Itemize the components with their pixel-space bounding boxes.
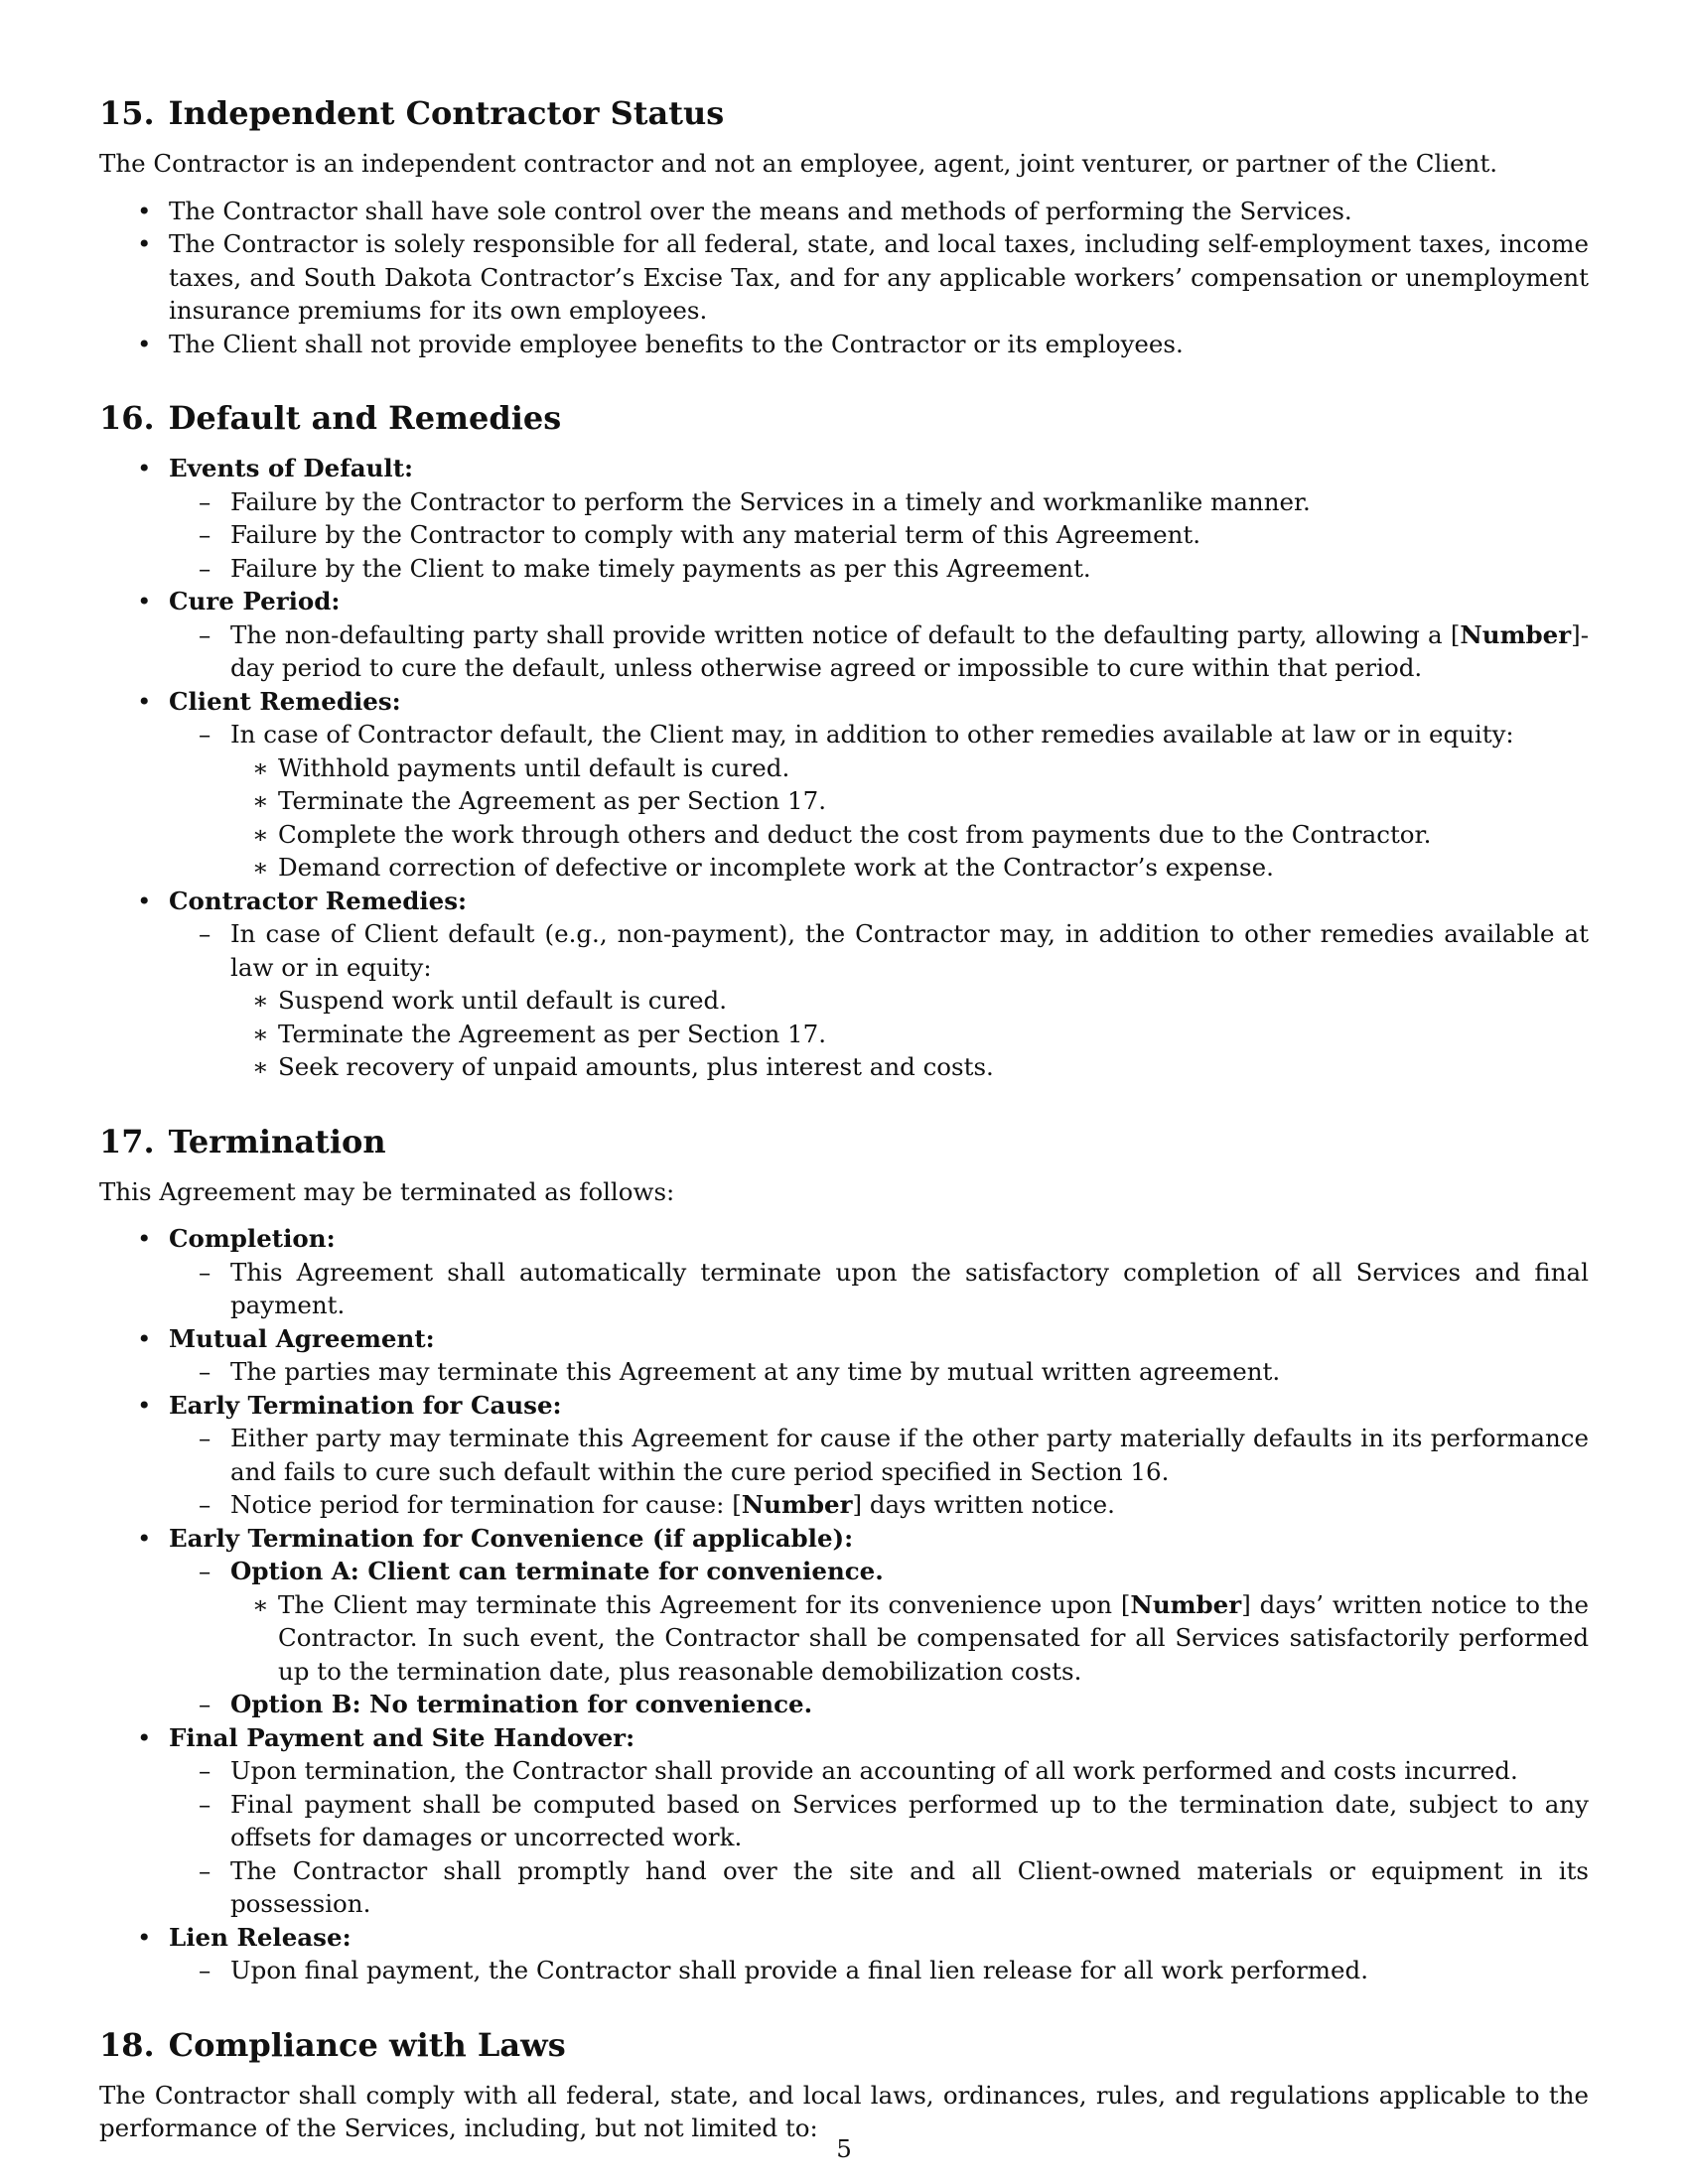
list-item: ∗ Terminate the Agreement as per Section 17. [250, 1018, 1589, 1051]
list-item: • Final Payment and Site Handover: – Upon termination, the Contractor shall provide an accounting of all work performed and costs incurred. – Final payment shall be computed based on Services performed up to the termination date, subject to any offsets for damages or uncorrected work. – The Contractor shall promptly hand over the site and all Client-owned materials or equipment in its possession. [99, 1721, 1589, 1921]
list-item: ∗ Demand correction of defective or incomplete work at the Contractor’s expense. [250, 851, 1589, 885]
list-item: • Completion: – This Agreement shall automatically terminate upon the satisfactory completion of all Services and final payment. [99, 1222, 1589, 1322]
list-item: – In case of Client default (e.g., non-payment), the Contractor may, in addition to other remedies available at law or in equity: ∗ Suspend work until default is cured. ∗ Terminate the Agreement as per Section 17. ∗ Seek recovery of unpaid amounts, plus interest and costs. [199, 917, 1589, 1084]
list-item: • Early Termination for Convenience (if applicable): – Option A: Client can terminate for convenience. ∗ The Client may terminate this Agreement for its convenience upon [Number] days’ written notice to the Contractor. In such event, the Contractor shall be compensated for all Services satisfactorily performed up to the termination date, plus reasonable demobilization costs. – Option B: No termination for convenience. [99, 1522, 1589, 1721]
page-number: 5 [836, 2134, 852, 2163]
list-item: • Events of Default: – Failure by the Contractor to perform the Services in a timely and workmanlike manner. – Failure by the Contractor to comply with any material term of this Agreement. – Failure by the Client to make timely payments as per this Agreement. [99, 452, 1589, 585]
section-heading: 15. Independent Contractor Status [99, 94, 725, 132]
list-item: – Option B: No termination for convenience. [199, 1688, 1589, 1721]
list-item: • The Client shall not provide employee benefits to the Contractor or its employees. [99, 328, 1589, 361]
list-item: ∗ Seek recovery of unpaid amounts, plus interest and costs. [250, 1050, 1589, 1084]
bullet-list [99, 195, 1589, 361]
list-item: • Cure Period: – The non-defaulting party shall provide written notice of default to the defaulting party, allowing a [Number]-day period to cure the default, unless otherwise agreed or impossible to cure within that period. [99, 585, 1589, 685]
list-item: – Upon final payment, the Contractor shall provide a final lien release for all work performed. [199, 1954, 1589, 1987]
section-18 [99, 2023, 1589, 2145]
list-item: • Lien Release: – Upon final payment, the Contractor shall provide a final lien release for all work performed. [99, 1921, 1589, 1987]
list-item: • Client Remedies: – In case of Contractor default, the Client may, in addition to other remedies available at law or in equity: ∗ Withhold payments until default is cured. ∗ Terminate the Agreement as per Section 17. ∗ Complete the work through others and deduct the cost from payments due to the Contractor. ∗ Demand correction of defective or incomplete work at the Contractor’s expense. [99, 685, 1589, 885]
list-item: – Failure by the Contractor to comply with any material term of this Agreement. [199, 518, 1589, 552]
list-item: – Notice period for termination for cause: [Number] days written notice. [199, 1488, 1589, 1522]
section-intro: The Contractor is an independent contractor and not an employee, agent, joint venturer, or partner of the Client. [99, 149, 1498, 178]
list-item: – In case of Contractor default, the Client may, in addition to other remedies available at law or in equity: ∗ Withhold payments until default is cured. ∗ Terminate the Agreement as per Section 17. ∗ Complete the work through others and deduct the cost from payments due to the Contractor. ∗ Demand correction of defective or incomplete work at the Contractor’s expense. [199, 718, 1589, 885]
list-item: – This Agreement shall automatically terminate upon the satisfactory completion of all Services and final payment. [199, 1256, 1589, 1322]
section-15 [99, 91, 1589, 360]
list-item: ∗ Withhold payments until default is cured. [250, 751, 1589, 785]
list-item: • Early Termination for Cause: – Either party may terminate this Agreement for cause if the other party materially defaults in its performance and fails to cure such default within the cure period specified in Section 16. – Notice period for termination for cause: [Number] days written notice. [99, 1389, 1589, 1522]
list-item: – Option A: Client can terminate for convenience. ∗ The Client may terminate this Agreement for its convenience upon [Number] days’ written notice to the Contractor. In such event, the Contractor shall be compensated for all Services satisfactorily performed up to the termination date, plus reasonable demobilization costs. [199, 1555, 1589, 1688]
section-heading: 16. Default and Remedies [99, 399, 562, 437]
document-page [99, 91, 1589, 2181]
list-item: ∗ Suspend work until default is cured. [250, 984, 1589, 1018]
bullet-list [99, 452, 1589, 1084]
list-item: ∗ The Client may terminate this Agreement for its convenience upon [Number] days’ written notice to the Contractor. In such event, the Contractor shall be compensated for all Services satisfactorily performed up to the termination date, plus reasonable demobilization costs. [250, 1588, 1589, 1689]
bullet-list [99, 1222, 1589, 1987]
section-intro: The Contractor shall comply with all federal, state, and local laws, ordinances, rules, and regulations applicable to the performance of the Services, including, but not limited to: [99, 2080, 1589, 2142]
list-item: – Failure by the Client to make timely payments as per this Agreement. [199, 552, 1589, 586]
list-item: – The non-defaulting party shall provide written notice of default to the defaulting party, allowing a [Number]-day period to cure the default, unless otherwise agreed or impossible to cure within that period. [199, 618, 1589, 685]
section-intro: This Agreement may be terminated as follows: [99, 1176, 675, 1206]
list-item: – Failure by the Contractor to perform the Services in a timely and workmanlike manner. [199, 485, 1589, 519]
list-item: • Mutual Agreement: – The parties may terminate this Agreement at any time by mutual written agreement. [99, 1322, 1589, 1389]
list-item: • The Contractor shall have sole control over the means and methods of performing the Services. [99, 195, 1589, 228]
list-item: ∗ Terminate the Agreement as per Section 17. [250, 784, 1589, 818]
list-item: – Upon termination, the Contractor shall provide an accounting of all work performed and costs incurred. [199, 1754, 1589, 1788]
section-17 [99, 1120, 1589, 1987]
section-heading: 18. Compliance with Laws [99, 2025, 566, 2064]
list-item: • The Contractor is solely responsible for all federal, state, and local taxes, including self-employment taxes, income taxes, and South Dakota Contractor’s Excise Tax, and for any applicable workers’ compensation or unemployment insurance premiums for its own employees. [99, 227, 1589, 328]
section-heading: 17. Termination [99, 1122, 386, 1160]
list-item: – Final payment shall be computed based on Services performed up to the termination date, subject to any offsets for damages or uncorrected work. [199, 1788, 1589, 1854]
list-item: • Contractor Remedies: – In case of Client default (e.g., non-payment), the Contractor may, in addition to other remedies available at law or in equity: ∗ Suspend work until default is cured. ∗ Terminate the Agreement as per Section 17. ∗ Seek recovery of unpaid amounts, plus interest and costs. [99, 885, 1589, 1084]
section-16 [99, 396, 1589, 1084]
list-item: – Either party may terminate this Agreement for cause if the other party materially defaults in its performance and fails to cure such default within the cure period specified in Section 16. [199, 1422, 1589, 1488]
list-item: – The Contractor shall promptly hand over the site and all Client-owned materials or equipment in its possession. [199, 1854, 1589, 1921]
list-item: – The parties may terminate this Agreement at any time by mutual written agreement. [199, 1355, 1589, 1389]
list-item: ∗ Complete the work through others and deduct the cost from payments due to the Contractor. [250, 818, 1589, 852]
